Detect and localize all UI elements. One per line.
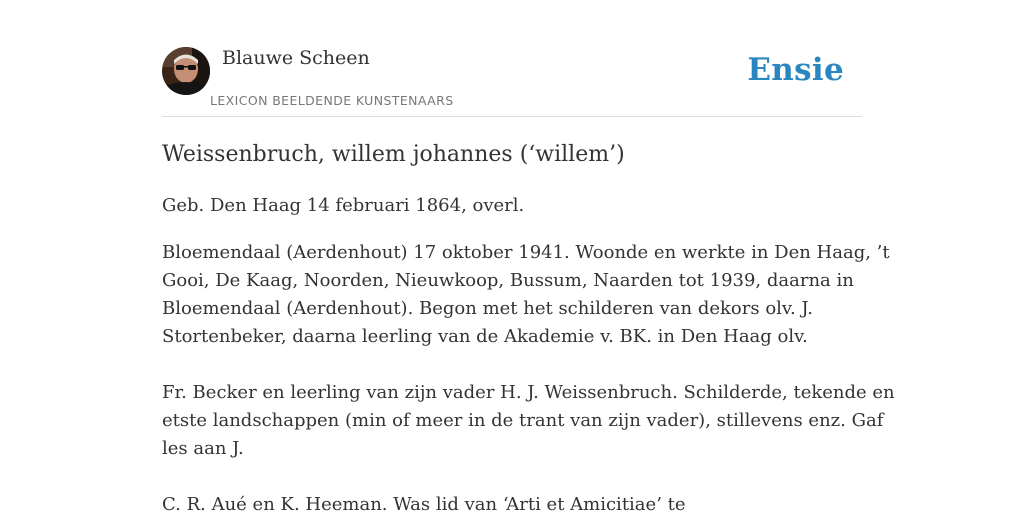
text-line: etste landschappen (min of meer in de trant van zijn vader), stillevens enz. Gaf [162, 410, 884, 431]
text-line: Geb. Den Haag 14 februari 1864, overl. [162, 195, 525, 216]
paragraph-3 [162, 379, 895, 463]
text-line: C. R. Aué en K. Heeman. Was lid van ‘Arti et Amicitiae’ te [162, 494, 686, 512]
text-line: les aan J. [162, 438, 244, 459]
paragraph-1 [162, 192, 862, 220]
text-line: Fr. Becker en leerling van zijn vader H. J. Weissenbruch. Schilderde, tekende en [162, 382, 895, 403]
text-line: Gooi, De Kaag, Noorden, Nieuwkoop, Bussum, Naarden tot 1939, daarna in [162, 270, 854, 291]
text-line: Stortenbeker, daarna leerling van de Akademie v. BK. in Den Haag olv. [162, 326, 808, 347]
author-avatar[interactable] [162, 47, 210, 95]
text-line: Bloemendaal (Aerdenhout) 17 oktober 1941. Woonde en werkte in Den Haag, ’t [162, 242, 890, 263]
article-title: Weissenbruch, willem johannes (‘willem’) [162, 142, 625, 167]
paragraph-2 [162, 239, 890, 351]
author-name[interactable]: Blauwe Scheen [222, 47, 370, 69]
section-label[interactable]: LEXICON BEELDENDE KUNSTENAARS [210, 93, 454, 108]
text-line: Bloemendaal (Aerdenhout). Begon met het schilderen van dekors olv. J. [162, 298, 813, 319]
paragraph-4 [162, 491, 862, 512]
article-header [162, 44, 862, 117]
brand-logo[interactable]: Ensie [747, 52, 844, 88]
